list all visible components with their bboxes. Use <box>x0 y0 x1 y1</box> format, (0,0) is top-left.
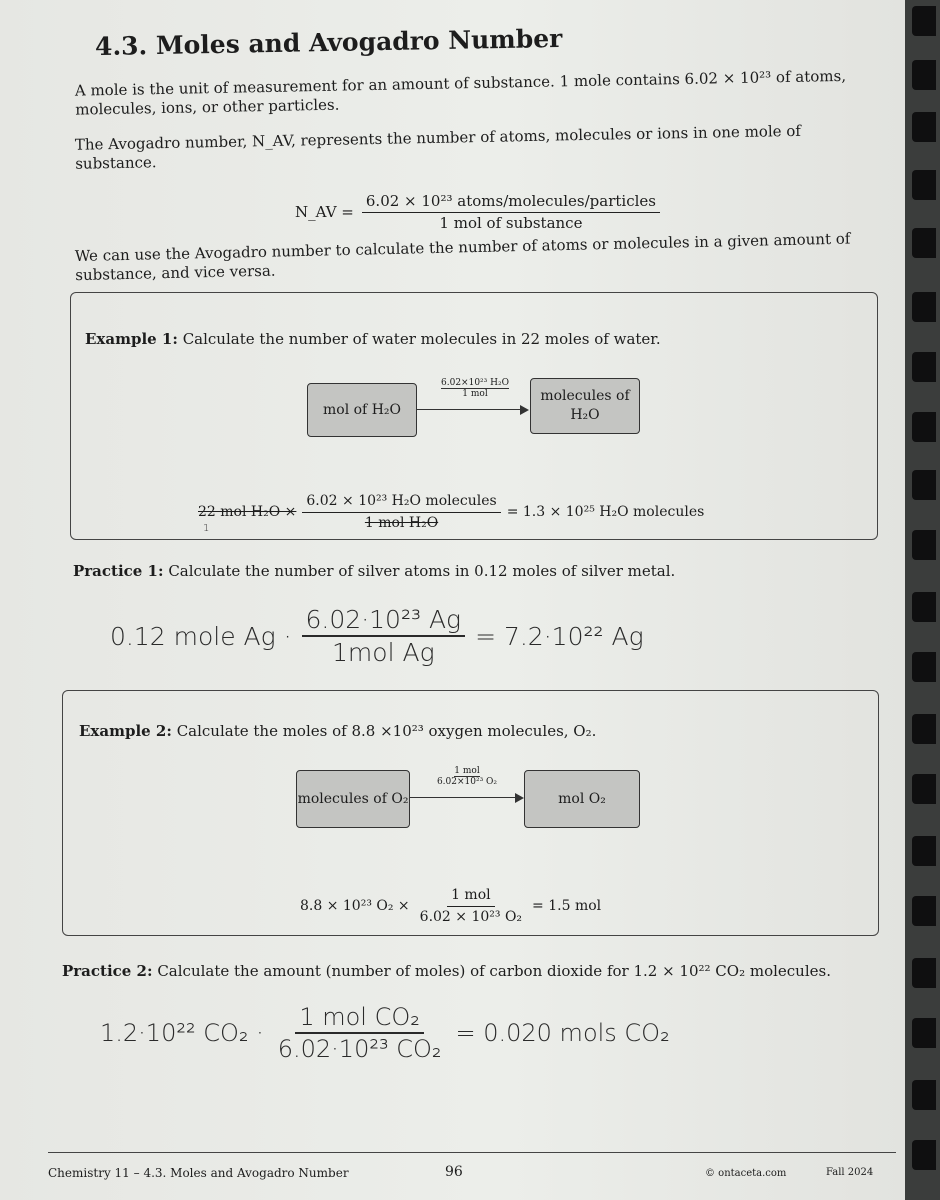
example-1-calculation <box>198 492 704 533</box>
arrow-2-num: 1 mol <box>454 766 480 776</box>
example-1-hand-note: 1 <box>203 523 210 534</box>
node-molecules-o2: molecules of O₂ <box>296 770 410 828</box>
example-1-calc-den: 1 mol H₂O <box>364 515 439 531</box>
example-2-label: Example 2: <box>79 722 172 740</box>
example-2-calc-start: 8.8 × 10²³ O₂ × <box>300 898 410 914</box>
practice-2-hand-den: 6.02·10²³ CO₂ <box>277 1035 442 1063</box>
example-1-statement <box>85 330 865 349</box>
footer-term: Fall 2024 <box>826 1167 874 1178</box>
practice-2-statement <box>62 962 892 981</box>
example-2-statement <box>79 722 859 741</box>
arrow-2-den: 6.02×10²³ O₂ <box>436 777 498 787</box>
formula-denominator: 1 mol of substance <box>439 214 583 232</box>
node-molecules-h2o: molecules of H₂O <box>530 378 640 434</box>
intro-paragraph-mole: A mole is the unit of measurement for an amount of substance. 1 mole contains 6.02 × 10²³ of atoms, molecules, ions, or other particles. <box>74 66 847 119</box>
practice-1-statement <box>73 562 873 581</box>
arrow-1-den: 1 mol <box>462 389 488 399</box>
spiral-binding <box>902 0 940 1200</box>
example-2-calculation <box>300 886 601 927</box>
practice-2-label: Practice 2: <box>62 962 153 980</box>
arrow-2-factor <box>412 766 522 787</box>
arrow-1-line <box>416 409 520 410</box>
arrow-1-factor <box>420 378 530 399</box>
practice-2-hand-result: = 0.020 mols CO₂ <box>455 1019 670 1047</box>
usage-paragraph: We can use the Avogadro number to calculate the number of atoms or molecules in a given amount of substance, and vice versa. <box>74 229 851 285</box>
practice-1-hand-start: 0.12 mole Ag · <box>110 621 292 651</box>
formula-numerator: 6.02 × 10²³ atoms/molecules/particles <box>362 192 660 213</box>
arrow-2-head <box>515 793 524 803</box>
practice-1-hand-result: = 7.2·10²² Ag <box>475 621 644 651</box>
example-1-label: Example 1: <box>85 330 178 348</box>
arrow-1-head <box>520 405 529 415</box>
practice-2-hand-num: 1 mol CO₂ <box>295 1003 424 1034</box>
practice-2-hand-start: 1.2·10²² CO₂ · <box>100 1019 264 1047</box>
practice-1-hand-den: 1mol Ag <box>332 638 435 667</box>
practice-2-handwritten <box>100 1003 670 1063</box>
practice-1-label: Practice 1: <box>73 562 164 580</box>
node-mol-h2o: mol of H₂O <box>307 383 417 437</box>
formula-lhs: N_AV = <box>295 203 354 221</box>
example-1-text: Calculate the number of water molecules in 22 moles of water. <box>182 330 661 348</box>
footer-site: © ontaceta.com <box>705 1168 787 1179</box>
practice-2-text: Calculate the amount (number of moles) of carbon dioxide for 1.2 × 10²² CO₂ molecules. <box>157 962 831 980</box>
arrow-1-num: 6.02×10²³ H₂O <box>441 378 509 388</box>
practice-1-text: Calculate the number of silver atoms in 0.12 moles of silver metal. <box>168 562 676 580</box>
footer-page-number: 96 <box>445 1164 463 1180</box>
practice-1-hand-num: 6.02·10²³ Ag <box>302 605 466 637</box>
practice-1-handwritten <box>110 605 644 667</box>
footer-rule <box>48 1152 896 1153</box>
example-2-calc-den: 6.02 × 10²³ O₂ <box>419 909 523 925</box>
example-1-calc-num: 6.02 × 10²³ H₂O molecules <box>302 492 500 513</box>
example-2-calc-result: = 1.5 mol <box>532 898 602 914</box>
avogadro-formula <box>295 192 660 233</box>
arrow-2-line <box>409 797 515 798</box>
intro-paragraph-avogadro: The Avogadro number, N_AV, represents the number of atoms, molecules or ions in one mole of substance. <box>74 121 802 173</box>
node-mol-o2: mol O₂ <box>524 770 640 828</box>
footer-course: Chemistry 11 – 4.3. Moles and Avogadro Number <box>48 1166 349 1180</box>
section-title: 4.3. Moles and Avogadro Number <box>94 23 563 62</box>
example-1-calc-result: = 1.3 × 10²⁵ H₂O molecules <box>506 504 705 520</box>
example-2-text: Calculate the moles of 8.8 ×10²³ oxygen molecules, O₂. <box>176 722 597 740</box>
example-2-calc-num: 1 mol <box>447 886 495 907</box>
example-1-calc-start: 22 mol H₂O × <box>198 504 297 520</box>
